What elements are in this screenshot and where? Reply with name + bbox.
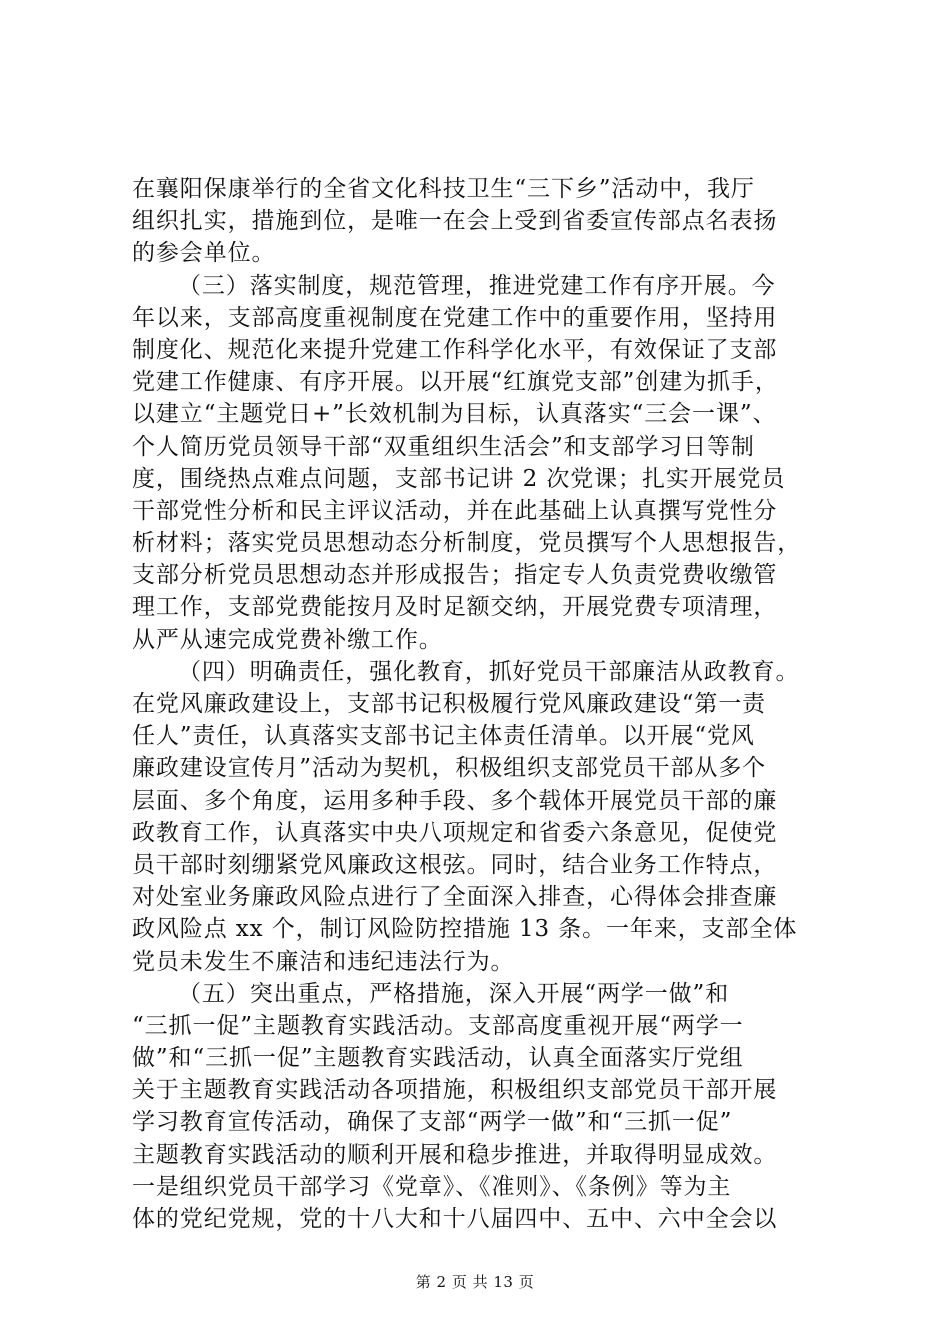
text-line: 员干部时刻绷紧党风廉政这根弦。同时，结合业务工作特点， — [132, 851, 778, 878]
text-line: 组织扎实，措施到位，是唯一在会上受到省委宣传部点名表扬 — [132, 208, 778, 235]
text-line: 政风险点 xx 个，制订风险防控措施 13 条。一年来，支部全体 — [132, 916, 798, 943]
text-line: 年以来，支部高度重视制度在党建工作中的重要作用，坚持用 — [132, 304, 778, 331]
page-footer: 第 2 页 共 13 页 — [415, 1273, 535, 1291]
text-line: 制度化、规范化来提升党建工作科学化水平，有效保证了支部 — [132, 336, 778, 363]
text-line: 党员未发生不廉洁和违纪违法行为。 — [132, 948, 515, 975]
text-line: 以建立“主题党日+”长效机制为目标，认真落实“三会一课”、 — [132, 401, 777, 428]
text-line: 理工作，支部党费能按月及时足额交纳，开展党费专项清理， — [132, 594, 778, 621]
paragraph-first-line: （四）明确责任，强化教育，抓好党员干部廉洁从政教育。 — [178, 658, 800, 685]
text-line: 学习教育宣传活动，确保了支部“两学一做”和“三抓一促” — [132, 1109, 733, 1136]
text-line: 任人”责任，认真落实支部书记主体责任清单。以开展“党风 — [132, 723, 755, 750]
text-line: 在党风廉政建设上，支部书记积极履行党风廉政建设“第一责 — [132, 691, 767, 717]
text-line: 度，围绕热点难点问题，支部书记讲 2 次党课；扎实开展党员 — [132, 465, 786, 492]
text-line: 政教育工作，认真落实中央八项规定和省委六条意见，促使党 — [132, 819, 778, 846]
text-line: 主题教育实践活动的顺利开展和稳步推进，并取得明显成效。 — [132, 1141, 778, 1168]
text-line: 干部党性分析和民主评议活动，并在此基础上认真撰写党性分 — [132, 497, 778, 524]
paragraph-first-line: （五）突出重点，严格措施，深入开展“两学一做”和 — [178, 980, 730, 1007]
text-line: 从严从速完成党费补缴工作。 — [132, 626, 443, 653]
text-line: 的参会单位。 — [132, 240, 276, 267]
text-line: 做”和“三抓一促”主题教育实践活动，认真全面落实厅党组 — [132, 1045, 744, 1072]
text-line: 层面、多个角度，运用多种手段、多个载体开展党员干部的廉 — [132, 787, 778, 814]
text-line: 体的党纪党规，党的十八大和十八届四中、五中、六中全会以 — [132, 1206, 778, 1232]
document-body — [132, 173, 822, 1235]
text-line: 关于主题教育实践活动各项措施，积极组织支部党员干部开展 — [132, 1077, 778, 1104]
text-line: 个人简历党员领导干部“双重组织生活会”和支部学习日等制 — [132, 433, 755, 460]
text-line: 在襄阳保康举行的全省文化科技卫生“三下乡”活动中，我厅 — [132, 176, 755, 202]
text-line: 析材料；落实党员思想动态分析制度，党员撰写个人思想报告， — [132, 530, 802, 557]
paragraph-first-line: （三）落实制度，规范管理，推进党建工作有序开展。今 — [178, 272, 776, 299]
text-line: 一是组织党员干部学习《党章》、《准则》、《条例》等为主 — [132, 1173, 732, 1200]
text-line: “三抓一促”主题教育实践活动。支部高度重视开展“两学一 — [132, 1012, 744, 1039]
text-line: 支部分析党员思想动态并形成报告；指定专人负责党费收缴管 — [132, 562, 778, 589]
text-line: 党建工作健康、有序开展。以开展“红旗党支部”创建为抓手， — [132, 369, 779, 396]
text-line: 对处室业务廉政风险点进行了全面深入排查，心得体会排查廉 — [132, 884, 778, 911]
text-line: 廉政建设宣传月”活动为契机，积极组织支部党员干部从多个 — [132, 755, 767, 782]
